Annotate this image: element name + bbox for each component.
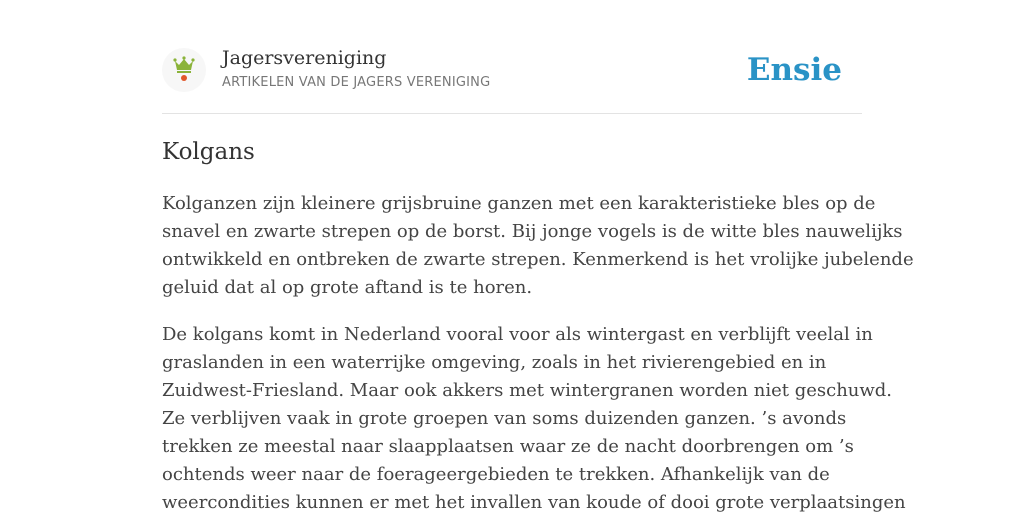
text-line: De kolgans komt in Nederland vooral voor als wintergast en verblijft veelal in (162, 324, 873, 345)
paragraph-2 (162, 321, 906, 512)
text-line: snavel en zwarte strepen op de borst. Bij jonge vogels is de witte bles nauwelijks (162, 221, 903, 242)
text-line: geluid dat al op grote aftand is te horen. (162, 277, 533, 298)
article-title: Kolgans (162, 139, 255, 165)
brand-name[interactable]: Jagersvereniging (222, 47, 387, 69)
text-line: ochtends weer naar de foerageergebieden te trekken. Afhankelijk van de (162, 464, 830, 485)
content-container (162, 0, 914, 512)
crown-icon[interactable] (162, 48, 206, 92)
paragraph-1 (162, 190, 914, 302)
article-body (162, 190, 914, 512)
text-line: Zuidwest-Friesland. Maar ook akkers met wintergranen worden niet geschuwd. (162, 380, 893, 401)
text-line: Ze verblijven vaak in grote groepen van soms duizenden ganzen. ’s avonds (162, 408, 847, 429)
text-line: Kolganzen zijn kleinere grijsbruine ganzen met een karakteristieke bles op de (162, 193, 876, 214)
text-line: trekken ze meestal naar slaapplaatsen waar ze de nacht doorbrengen om ’s (162, 436, 854, 457)
text-line: ontwikkeld en ontbreken de zwarte strepen. Kenmerkend is het vrolijke jubelende (162, 249, 914, 270)
header (162, 0, 862, 114)
crown-icon-graphic (162, 48, 206, 92)
text-line: weercondities kunnen er met het invallen van koude of dooi grote verplaatsingen (162, 492, 906, 512)
text-line: graslanden in een waterrijke omgeving, zoals in het rivierengebied en in (162, 352, 827, 373)
site-logo[interactable]: Ensie (746, 52, 842, 88)
brand-subtitle: ARTIKELEN VAN DE JAGERS VERENIGING (222, 75, 491, 90)
